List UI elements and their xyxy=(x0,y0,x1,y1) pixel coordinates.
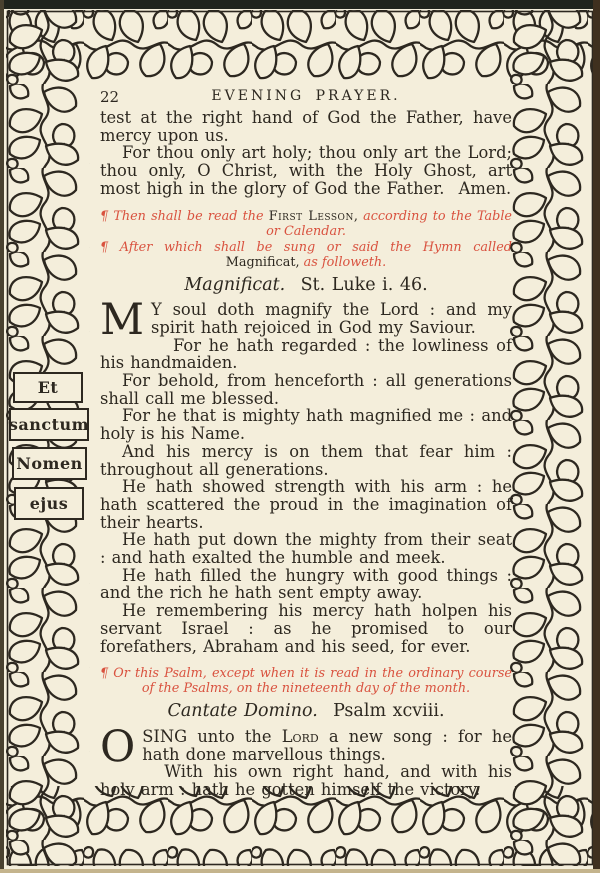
text-block-heading xyxy=(100,703,512,721)
text-block-body xyxy=(100,109,512,144)
text-segment: test at the right hand of God the Father, have mercy upon us. xyxy=(100,108,512,145)
text-segment: ¶ After which shall be sung or said the Hymn called xyxy=(100,239,512,255)
margin-banner-et: Et xyxy=(13,372,83,403)
text-block-verse xyxy=(100,407,512,442)
text-segment: as followeth. xyxy=(303,254,387,270)
text-segment: a new song : for he hath done marvellous things. xyxy=(142,726,512,764)
text-block-verse xyxy=(100,763,512,798)
text-block-verse xyxy=(100,443,512,478)
text-segment: St. Luke i. 46. xyxy=(285,274,428,295)
text-segment: SING unto the xyxy=(142,726,282,746)
margin-banner-nomen: Nomen xyxy=(12,447,87,480)
text-segment: He remembering his mercy hath holpen his servant Israel : as he promised to our forefathers, Abraham and his seed, for ever. xyxy=(100,601,512,656)
text-block-rubric xyxy=(100,240,512,270)
text-block-body xyxy=(100,144,512,197)
text-block-verse xyxy=(100,372,512,407)
text-segment: , xyxy=(353,208,364,224)
text-column xyxy=(100,88,512,799)
page-edge-left xyxy=(0,0,4,873)
text-segment: He hath filled the hungry with good things : and the rich he hath sent empty away. xyxy=(100,565,512,603)
text-segment: With his own right hand, and with his holy arm : hath he gotten himself the victory. xyxy=(100,762,512,800)
margin-banner-sanctum: sanctum xyxy=(9,408,89,441)
text-segment: And his mercy is on them that fear him : throughout all generations. xyxy=(100,441,512,479)
text-block-verse-initial xyxy=(100,721,512,772)
drop-cap: O xyxy=(100,721,136,772)
text-segment: For behold, from henceforth : all generations shall call me blessed. xyxy=(100,371,512,408)
text-segment: For thou only art holy; thou only art the Lord; thou only, O Christ, with the Holy Ghost, art most high in the glory of God the Father. Amen. xyxy=(100,143,512,198)
text-block-verse xyxy=(100,337,512,372)
drop-cap: M xyxy=(100,295,145,346)
running-title: EVENING PRAYER. xyxy=(211,88,401,104)
page-edge-top xyxy=(0,0,600,9)
text-segment: For he that is mighty hath magnified me : and holy is his Name. xyxy=(100,406,512,444)
text-blocks xyxy=(100,109,512,799)
text-block-rubric xyxy=(100,209,512,239)
text-segment: He hath put down the mighty from their seat : and hath exalted the humble and meek. xyxy=(100,530,512,568)
text-segment: ¶ Or this Psalm, except when it is read in the ordinary course of the Psalms, on the nineteenth day of the month. xyxy=(100,666,512,697)
text-block-heading xyxy=(100,274,512,295)
text-block-verse xyxy=(100,478,512,531)
text-segment: ¶ Then shall be read the xyxy=(100,208,269,224)
text-segment: He hath showed strength with his arm : he hath scattered the proud in the imagination of their hearts. xyxy=(100,477,512,532)
text-segment: , xyxy=(295,254,304,270)
text-segment: Magnificat. xyxy=(184,274,286,295)
text-segment: For he hath regarded : the lowliness of his handmaiden. xyxy=(100,335,512,373)
text-block-verse xyxy=(100,602,512,655)
text-segment: First Lesson xyxy=(268,208,354,224)
text-segment: Lord xyxy=(281,726,319,746)
text-block-verse-initial xyxy=(100,295,512,346)
text-segment: according to the Table or Calendar. xyxy=(266,208,513,239)
page-number: 22 xyxy=(100,88,120,106)
page-header xyxy=(100,88,512,106)
text-segment: Psalm xcviii. xyxy=(317,701,445,722)
page-edge-bottom xyxy=(0,869,600,873)
text-block-rubric xyxy=(100,666,512,696)
text-block-verse xyxy=(100,567,512,602)
text-block-verse xyxy=(100,531,512,566)
text-segment: Y soul doth magnify the Lord : and my spirit hath rejoiced in God my Saviour. xyxy=(151,300,512,337)
page-edge-right xyxy=(593,0,600,873)
margin-banner-ejus: ejus xyxy=(14,487,84,520)
text-segment: Magnificat xyxy=(225,254,296,270)
text-segment: Cantate Domino. xyxy=(167,701,318,722)
